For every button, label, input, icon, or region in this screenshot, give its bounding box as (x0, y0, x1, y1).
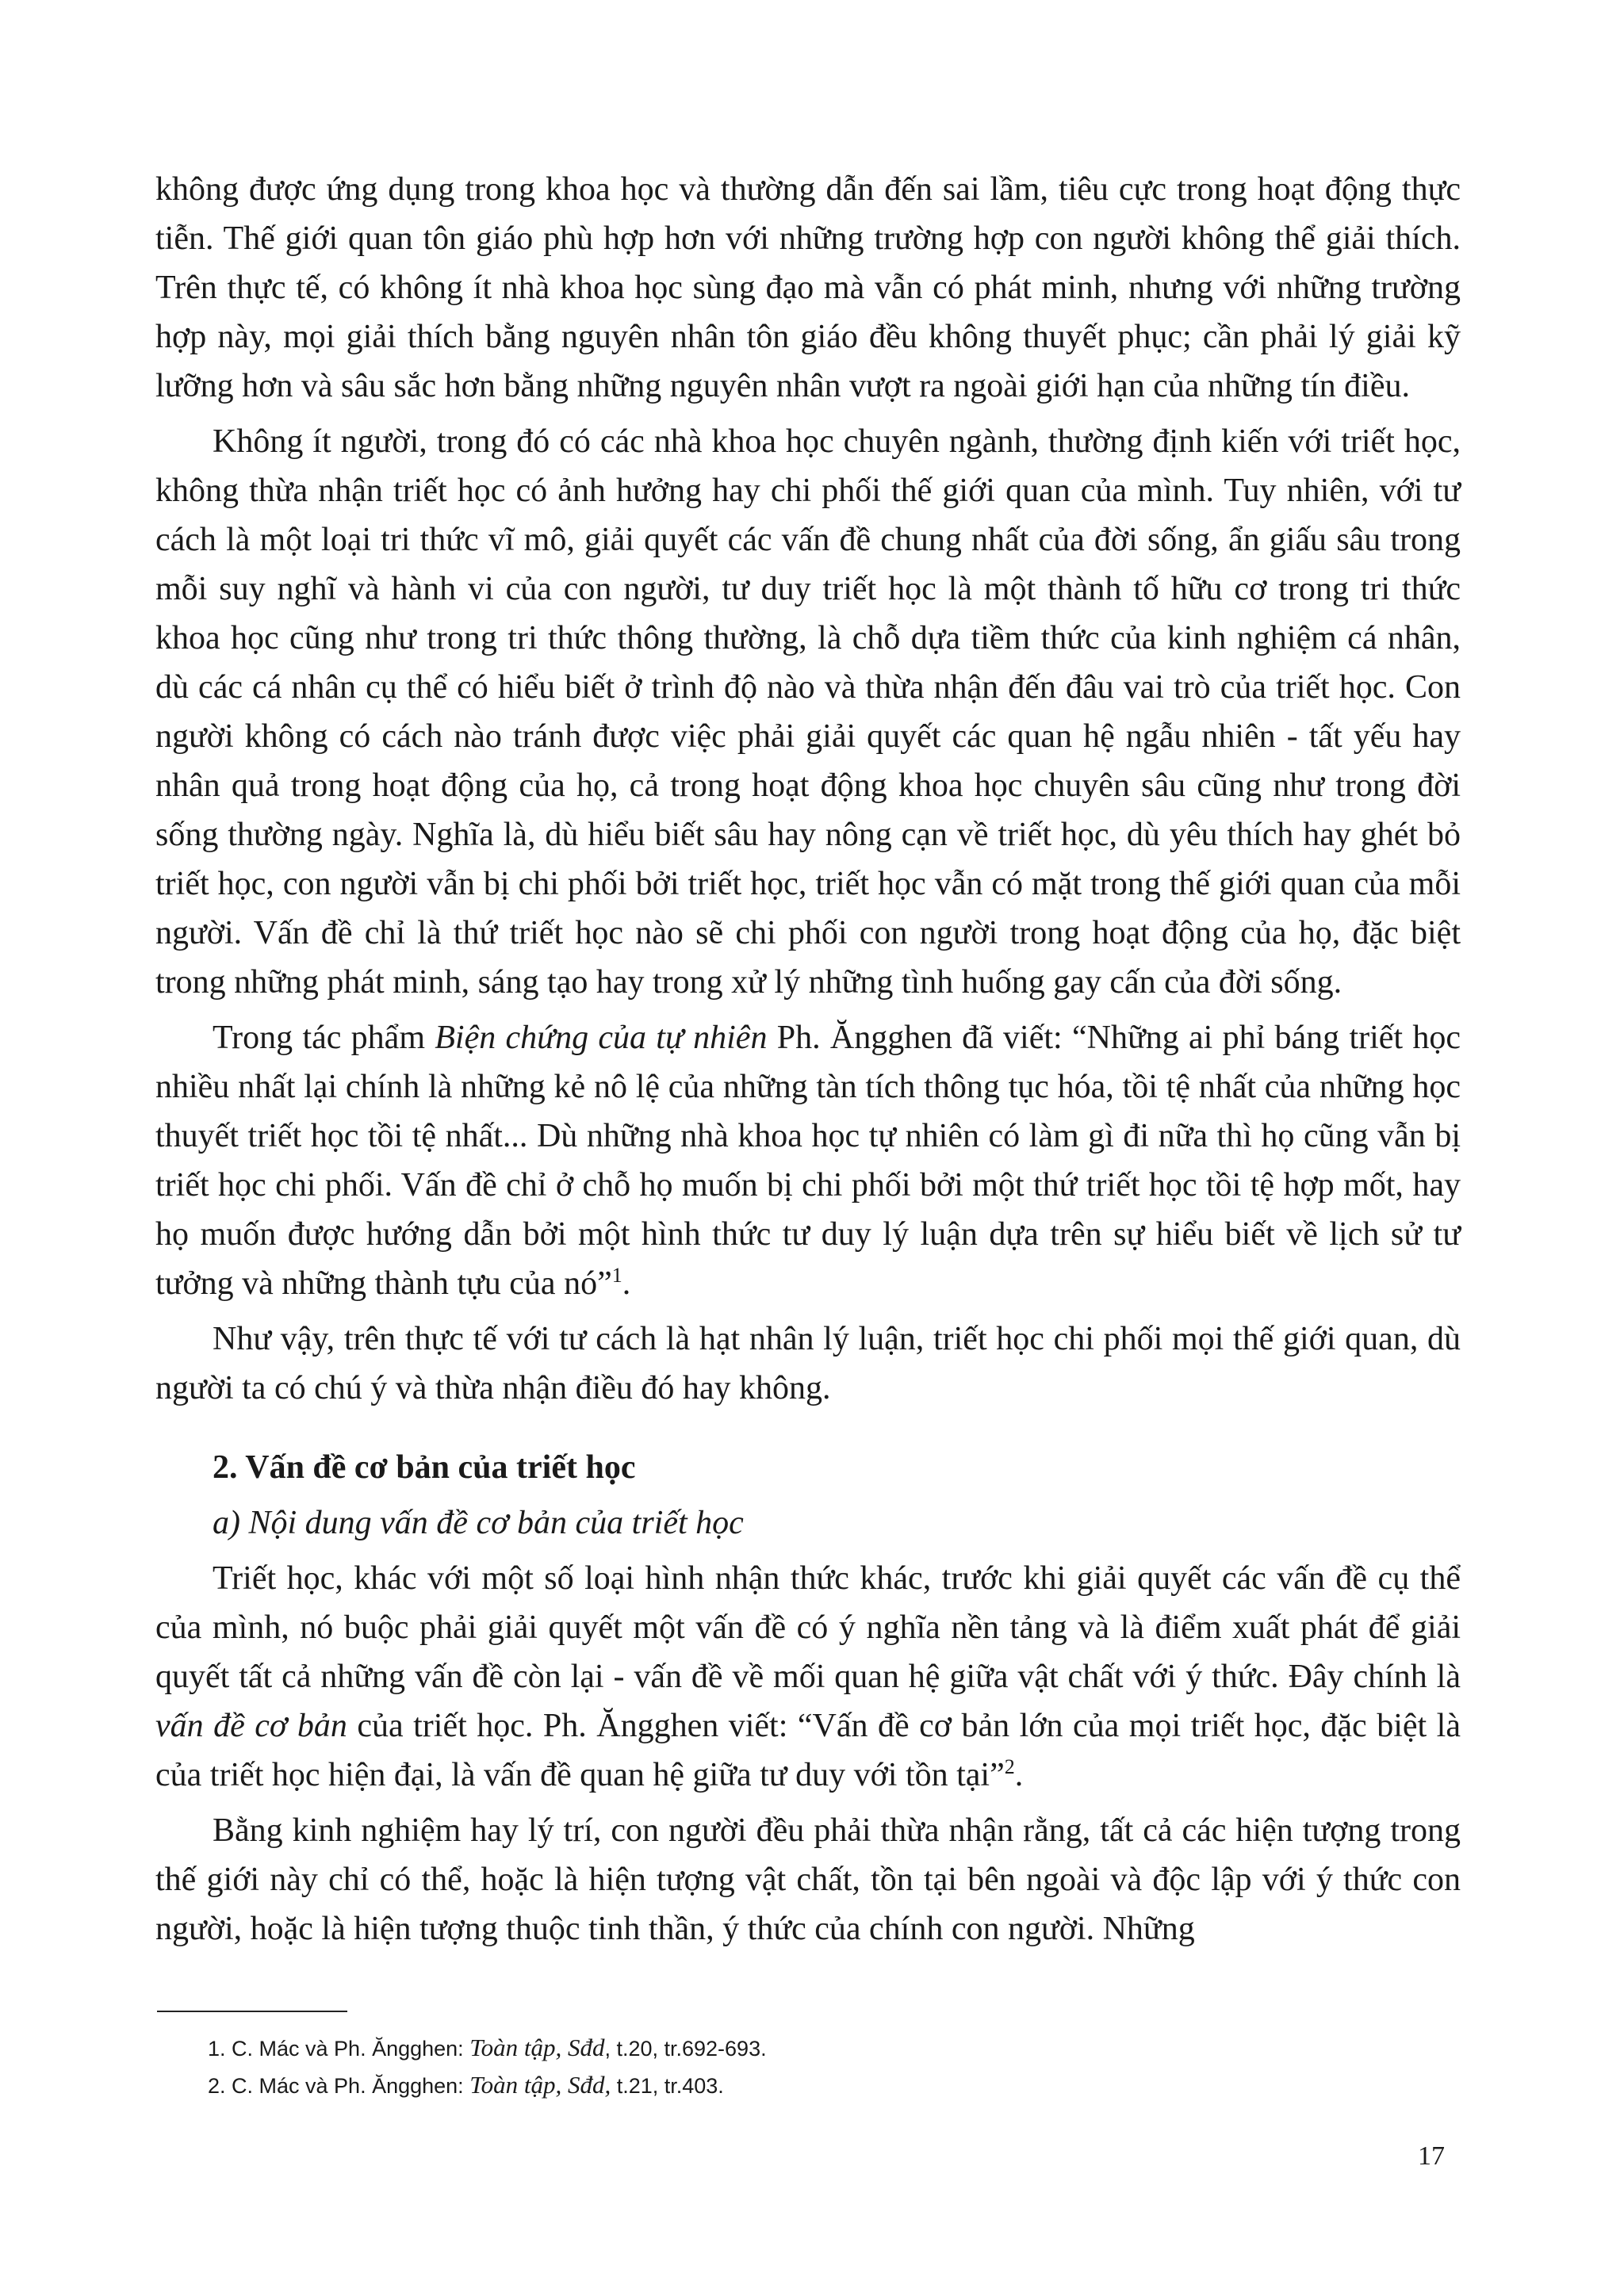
footnote-1-title: Toàn tập, Sđd (469, 2034, 605, 2061)
emphasis-term: vấn đề cơ bản (155, 1708, 347, 1744)
subsection-heading: a) Nội dung vấn đề cơ bản của triết học (213, 1505, 744, 1541)
footnote-1-prefix: 1. C. Mác và Ph. Ăngghen: (208, 2037, 470, 2061)
footnote-divider (157, 2011, 347, 2012)
paragraph-6: Bằng kinh nghiệm hay lý trí, con người đều phải thừa nhận rằng, tất cả các hiện tượng trong thế giới này chỉ có thể, hoặc là hiện tượng vật chất, tồn tại bên ngoài và độc lập với ý thức con người, hoặc là hiện tượng thuộc tinh thần, ý thức của chính con người. Những (155, 1812, 1461, 1947)
footnote-2-suffix: t.21, tr.403. (611, 2074, 724, 2098)
book-title: Biện chứng của tự nhiên (435, 1020, 768, 1056)
body-text (155, 165, 1461, 1960)
paragraph-3-text-a: Trong tác phẩm (213, 1020, 435, 1056)
footnotes (208, 2030, 1397, 2104)
paragraph-3-text-b: Ph. Ăngghen đã viết: “Những ai phỉ báng triết học nhiều nhất lại chính là những kẻ nô lệ của những tàn tích thông tục hóa, tồi tệ nhất của những học thuyết triết học tồi tệ nhất... Dù những nhà khoa học tự nhiên có làm gì đi nữa thì họ cũng vẫn bị triết học chi phối. Vấn đề chỉ ở chỗ họ muốn bị chi phối bởi một thứ triết học tồi tệ hợp mốt, hay họ muốn được hướng dẫn bởi một hình thức tư duy lý luận dựa trên sự hiểu biết về lịch sử tư tưởng và những thành tựu của nó” (155, 1020, 1461, 1302)
paragraph-5-text-a: Triết học, khác với một số loại hình nhận thức khác, trước khi giải quyết các vấn đề cụ thể của mình, nó buộc phải giải quyết một vấn đề có ý nghĩa nền tảng và là điểm xuất phát để giải quyết tất cả những vấn đề còn lại - vấn đề về mối quan hệ giữa vật chất với ý thức. Đây chính là (155, 1560, 1461, 1695)
footnote-2-prefix: 2. C. Mác và Ph. Ăngghen: (208, 2074, 470, 2098)
paragraph-3 (155, 1013, 1461, 1308)
paragraph-1: không được ứng dụng trong khoa học và thường dẫn đến sai lầm, tiêu cực trong hoạt động thực tiễn. Thế giới quan tôn giáo phù hợp hơn với những trường hợp con người không thể giải thích. Trên thực tế, có không ít nhà khoa học sùng đạo mà vẫn có phát minh, nhưng với những trường hợp này, mọi giải thích bằng nguyên nhân tôn giáo đều không thuyết phục; cần phải lý giải kỹ lưỡng hơn và sâu sắc hơn bằng những nguyên nhân vượt ra ngoài giới hạn của những tín điều. (155, 171, 1461, 404)
section-heading: 2. Vấn đề cơ bản của triết học (213, 1449, 636, 1486)
paragraph-5-text-b: của triết học. Ph. Ăngghen viết: “Vấn đề cơ bản lớn của mọi triết học, đặc biệt là của triết học hiện đại, là vấn đề quan hệ giữa tư duy với tồn tại” (155, 1708, 1461, 1793)
paragraph-5-end: . (1014, 1757, 1024, 1793)
paragraph-3-end: . (622, 1265, 631, 1302)
footnote-ref-1[interactable]: 1 (611, 1264, 622, 1287)
paragraph-2: Không ít người, trong đó có các nhà khoa học chuyên ngành, thường định kiến với triết học, không thừa nhận triết học có ảnh hưởng hay chi phối thế giới quan của mình. Tuy nhiên, với tư cách là một loại tri thức vĩ mô, giải quyết các vấn đề chung nhất của đời sống, ẩn giấu sâu trong mỗi suy nghĩ và hành vi của con người, tư duy triết học là một thành tố hữu cơ trong tri thức khoa học cũng như trong tri thức thông thường, là chỗ dựa tiềm thức của kinh nghiệm cá nhân, dù các cá nhân cụ thể có hiểu biết ở trình độ nào và thừa nhận đến đâu vai trò của triết học. Con người không có cách nào tránh được việc phải giải quyết các quan hệ ngẫu nhiên - tất yếu hay nhân quả trong hoạt động của họ, cả trong hoạt động khoa học chuyên sâu cũng như trong đời sống thường ngày. Nghĩa là, dù hiểu biết sâu hay nông cạn về triết học, dù yêu thích hay ghét bỏ triết học, con người vẫn bị chi phối bởi triết học, triết học vẫn có mặt trong thế giới quan của mỗi người. Vấn đề chỉ là thứ triết học nào sẽ chi phối con người trong hoạt động của họ, đặc biệt trong những phát minh, sáng tạo hay trong xử lý những tình huống gay cấn của đời sống. (155, 423, 1461, 1001)
footnote-2-title: Toàn tập, Sđd, (469, 2071, 611, 2099)
footnote-ref-2[interactable]: 2 (1004, 1755, 1015, 1778)
footnote-1-suffix: , t.20, tr.692-693. (604, 2037, 767, 2061)
paragraph-4: Như vậy, trên thực tế với tư cách là hạt nhân lý luận, triết học chi phối mọi thế giới quan, dù người ta có chú ý và thừa nhận điều đó hay không. (155, 1321, 1461, 1406)
paragraph-5 (155, 1554, 1461, 1800)
footnote-1 (208, 2030, 1397, 2067)
page-number: 17 (1418, 2141, 1445, 2171)
footnote-2 (208, 2067, 1397, 2104)
